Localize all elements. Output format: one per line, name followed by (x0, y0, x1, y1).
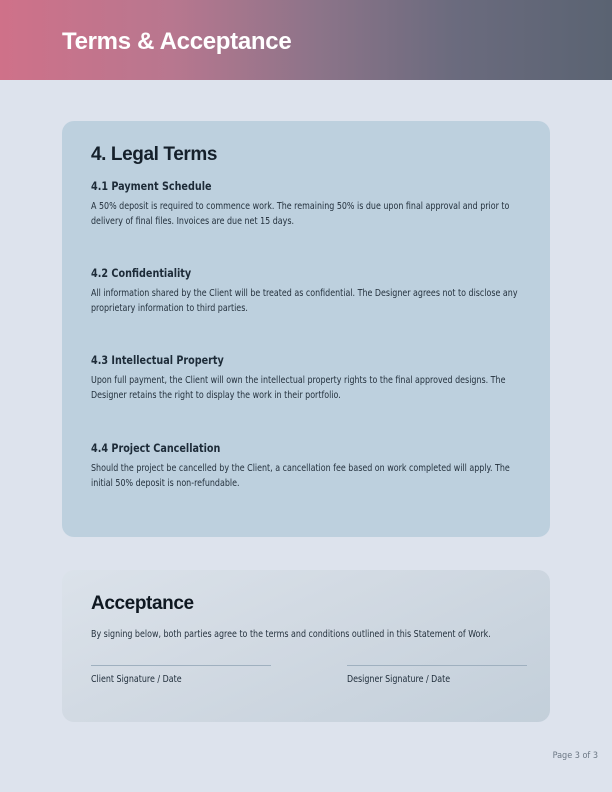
clause-body: All information shared by the Client will be treated as confidential. The Designer agrees not to disclose any proprietary information to third parties. (91, 288, 518, 314)
clause-intellectual-property (91, 353, 529, 403)
client-signature-block[interactable] (91, 665, 271, 686)
clause-confidentiality (91, 266, 529, 316)
signature-line (347, 665, 527, 666)
signature-row (91, 665, 527, 686)
page-title: Terms & Acceptance (62, 28, 292, 55)
designer-signature-block[interactable] (347, 665, 527, 686)
clause-body: Upon full payment, the Client will own the intellectual property rights to the final approved designs. The Designer retains the right to display the work in their portfolio. (91, 375, 506, 401)
legal-terms-card (62, 121, 550, 537)
clause-heading: 4.2 Confidentiality (91, 266, 192, 280)
clause-heading: 4.4 Project Cancellation (91, 441, 221, 455)
clause-body: Should the project be cancelled by the Client, a cancellation fee based on work completed will apply. The initial 50% deposit is non-refundable. (91, 463, 510, 489)
acceptance-card (62, 570, 550, 722)
clause-heading: 4.1 Payment Schedule (91, 179, 212, 193)
clause-heading: 4.3 Intellectual Property (91, 353, 224, 367)
client-signature-label: Client Signature / Date (91, 674, 182, 685)
designer-signature-label: Designer Signature / Date (347, 674, 451, 685)
clause-project-cancellation (91, 441, 529, 491)
signature-line (91, 665, 271, 666)
page-header-band (0, 0, 612, 80)
legal-terms-heading: 4. Legal Terms (91, 144, 218, 165)
page-number-footer: Page 3 of 3 (552, 751, 598, 761)
clause-payment-schedule (91, 179, 529, 229)
clause-body: A 50% deposit is required to commence work. The remaining 50% is due upon final approval and prior to delivery of final files. Invoices are due net 15 days. (91, 201, 510, 227)
acceptance-body-text: By signing below, both parties agree to the terms and conditions outlined in this Statement of Work. (91, 629, 491, 640)
acceptance-heading: Acceptance (91, 593, 194, 614)
